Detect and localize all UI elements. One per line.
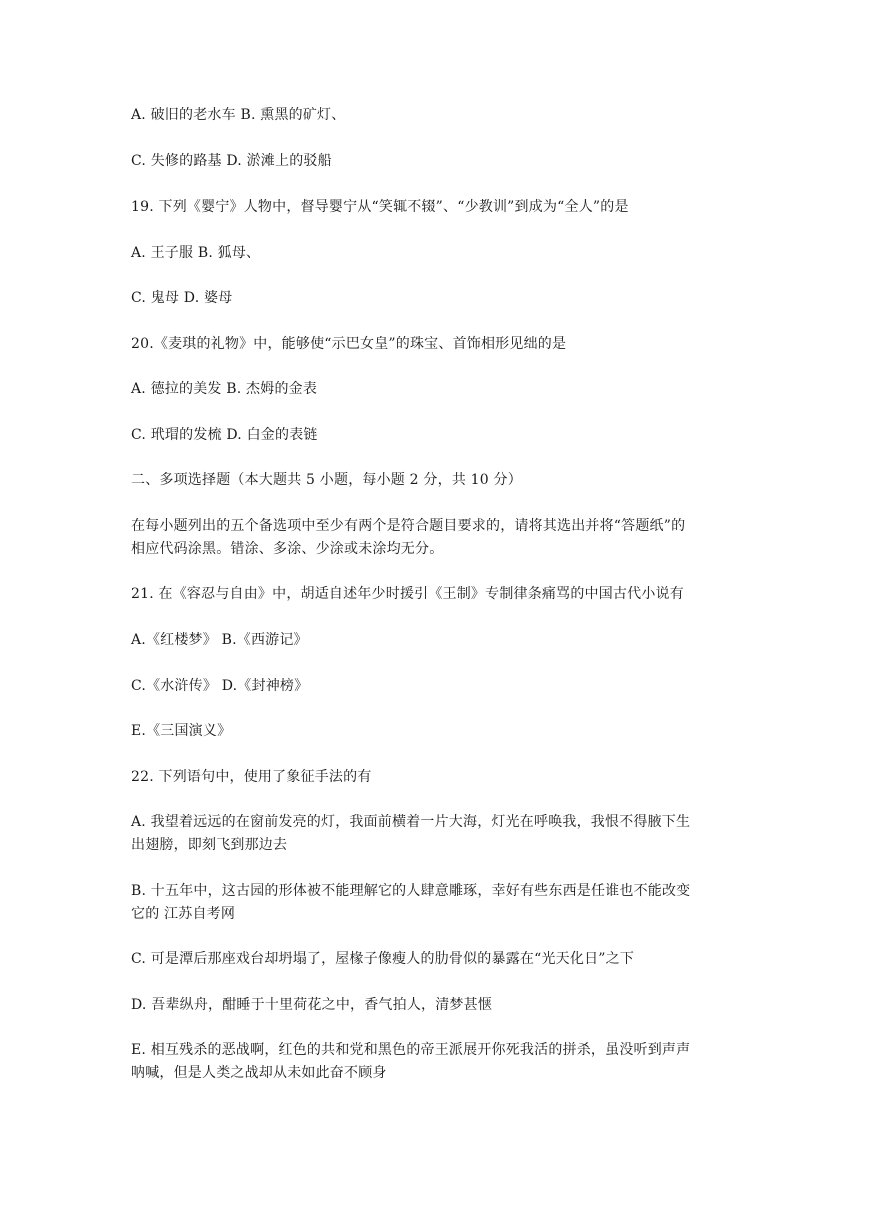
q19-options-cd: C. 鬼母 D. 婆母 <box>131 290 233 306</box>
question-19: 19. 下列《婴宁》人物中，督导婴宁从“笑辄不辍”、“少教训”到成为“全人”的是 <box>131 199 629 215</box>
q21-option-e: E.《三国演义》 <box>131 723 232 739</box>
q18-options-ab: A. 破旧的老水车 B. 熏黑的矿灯、 <box>131 107 346 123</box>
q22-option-e-line-1: E. 相互残杀的恶战啊，红色的共和党和黑色的帝王派展开你死我活的拼杀，虽没听到声声 <box>131 1042 691 1058</box>
q22-option-b-line-2: 它的 江苏自考网 <box>131 906 236 922</box>
question-22: 22. 下列语句中，使用了象征手法的有 <box>131 769 372 785</box>
q22-option-a-line-2: 出翅膀，即刻飞到那边去 <box>131 837 288 853</box>
q22-option-c: C. 可是潭后那座戏台却坍塌了，屋椽子像瘦人的肋骨似的暴露在“光天化日”之下 <box>131 951 635 967</box>
q22-option-e-line-2: 呐喊，但是人类之战却从未如此奋不顾身 <box>131 1065 387 1081</box>
section-instructions-line-1: 在每小题列出的五个备选项中至少有两个是符合题目要求的，请将其选出并将“答题纸”的 <box>131 518 686 534</box>
q21-options-ab: A.《红楼梦》 B.《西游记》 <box>131 632 308 648</box>
q22-option-b-line-1: B. 十五年中，这古园的形体被不能理解它的人肆意雕琢，幸好有些东西是任谁也不能改变 <box>131 883 691 899</box>
q21-options-cd: C.《水浒传》 D.《封神榜》 <box>131 678 309 694</box>
section-heading-multiple-choice: 二、多项选择题（本大题共 5 小题，每小题 2 分，共 10 分） <box>131 472 522 488</box>
q22-option-d: D. 吾辈纵舟，酣睡于十里荷花之中，香气拍人，清梦甚惬 <box>131 997 493 1013</box>
q20-options-cd: C. 玳瑁的发梳 D. 白金的表链 <box>131 427 318 443</box>
q22-option-a-line-1: A. 我望着远远的在窗前发亮的灯，我面前横着一片大海，灯光在呼唤我，我恨不得腋下生 <box>131 814 691 830</box>
q19-options-ab: A. 王子服 B. 狐母、 <box>131 245 261 261</box>
question-21: 21. 在《容忍与自由》中，胡适自述年少时援引《王制》专制律条痛骂的中国古代小说有 <box>131 586 684 602</box>
q20-options-ab: A. 德拉的美发 B. 杰姆的金表 <box>131 381 318 397</box>
section-instructions-line-2: 相应代码涂黑。错涂、多涂、少涂或未涂均无分。 <box>131 541 444 557</box>
question-20: 20.《麦琪的礼物》中，能够使“示巴女皇”的珠宝、首饰相形见绌的是 <box>131 336 567 352</box>
q18-options-cd: C. 失修的路基 D. 淤滩上的驳船 <box>131 153 332 169</box>
